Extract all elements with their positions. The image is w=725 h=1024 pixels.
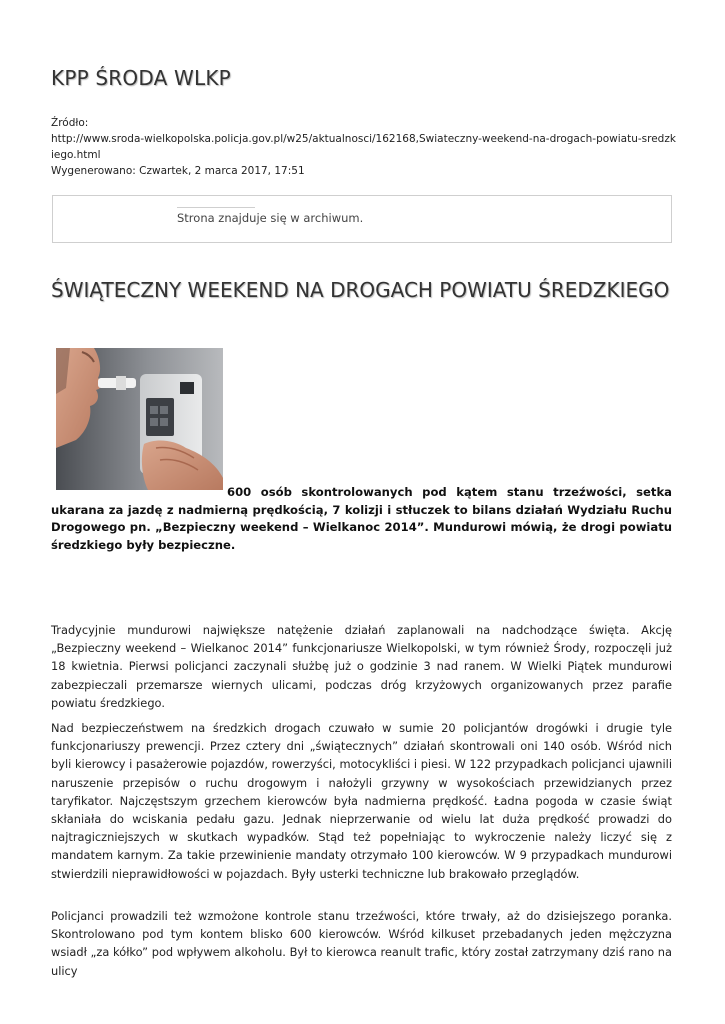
archive-notice-text: Strona znajduje się w archiwum. [177,211,364,225]
archive-notice-box [52,195,672,243]
article-photo-breathalyzer [56,348,223,490]
article-paragraph: Nad bezpieczeństwem na średzkich drogach czuwało w sumie 20 policjantów drogówki i drugie tyle funkcjonariuszy prewencji. Przez cztery dni „świątecznych” działań skontrowali oni 140 osób. Wśród nich byli kierowcy i pasażerowie pojazdów, rowerzyści, motocykliści i piesi. W 122 przypadkach policjanci ujawnili naruszenie przepisów o ruchu drogowym i nałożyli grzywny w wysokościach przewidzianych przez taryfikator. Najczęstszym grzechem kierowców była nadmierna prędkość. Ładna pogoda w czasie świąt skłaniała do wciskania pedału gazu. Jednak nieprzerwanie od wielu lat duża prędkość prowadzi do najtragiczniejszych w skutkach wypadków. Stąd też popełniając to wykroczenie należy liczyć się z mandatem karnym. Za takie przewinienie mandaty otrzymało 100 kierowców. W 9 przypadkach mundurowi stwierdzili nieprawidłowości w pojazdach. Były usterki techniczne lub brakowało przeglądów. [51,721,672,881]
source-label: Źródło: [51,117,89,129]
article-title: ŚWIĄTECZNY WEEKEND NA DROGACH POWIATU ŚREDZKIEGO [51,278,670,302]
article-lead-text: 600 osób skontrolowanych pod kątem stanu trzeźwości, setka ukarana za jazdę z nadmierną prędkością, 7 kolizji i stłuczek to bilans działań Wydziału Ruchu Drogowego pn. „Bezpieczny weekend – Wielkanoc 2014”. Mundurowi mówią, że drogi powiatu średzkiego były bezpieczne. [51,485,672,552]
article-paragraph: Tradycyjnie mundurowi największe natężenie działań zaplanowali na nadchodzące święta. Akcję „Bezpieczny weekend – Wielkanoc 2014” funkcjonariusze Wielkopolski, w tym również Środy, rozpoczęli już 18 kwietnia. Pierwsi policjanci zaczynali służbę już o godzinie 3 nad ranem. W Wielki Piątek mundurowi zabezpieczali przemarsze wiernych ulicami, podczas dróg krzyżowych organizowanych przez parafie powiatu średzkiego. [51,623,672,710]
site-title: KPP ŚRODA WLKP [51,66,231,90]
article-paragraph: Policjanci prowadzili też wzmożone kontrole stanu trzeźwości, które trwały, aż do dzisiejszego poranka. Skontrolowano pod tym kontem blisko 600 kierowców. Wśród kilkuset przebadanych jeden mężczyzna wsiadł „za kółko” pod wpływem alkoholu. Był to kierowca reanult trafic, który został zatrzymany dziś rano na ulicy [51,909,672,978]
document-meta [51,115,676,179]
archive-divider [177,207,255,208]
source-url[interactable]: http://www.sroda-wielkopolska.policja.gov.pl/w25/aktualnosci/162168,Swiateczny-weekend-na-drogach-powiatu-sredzkiego.html [51,133,676,161]
generated-date: Wygenerowano: Czwartek, 2 marca 2017, 17:51 [51,165,305,177]
article-lead [51,484,672,554]
